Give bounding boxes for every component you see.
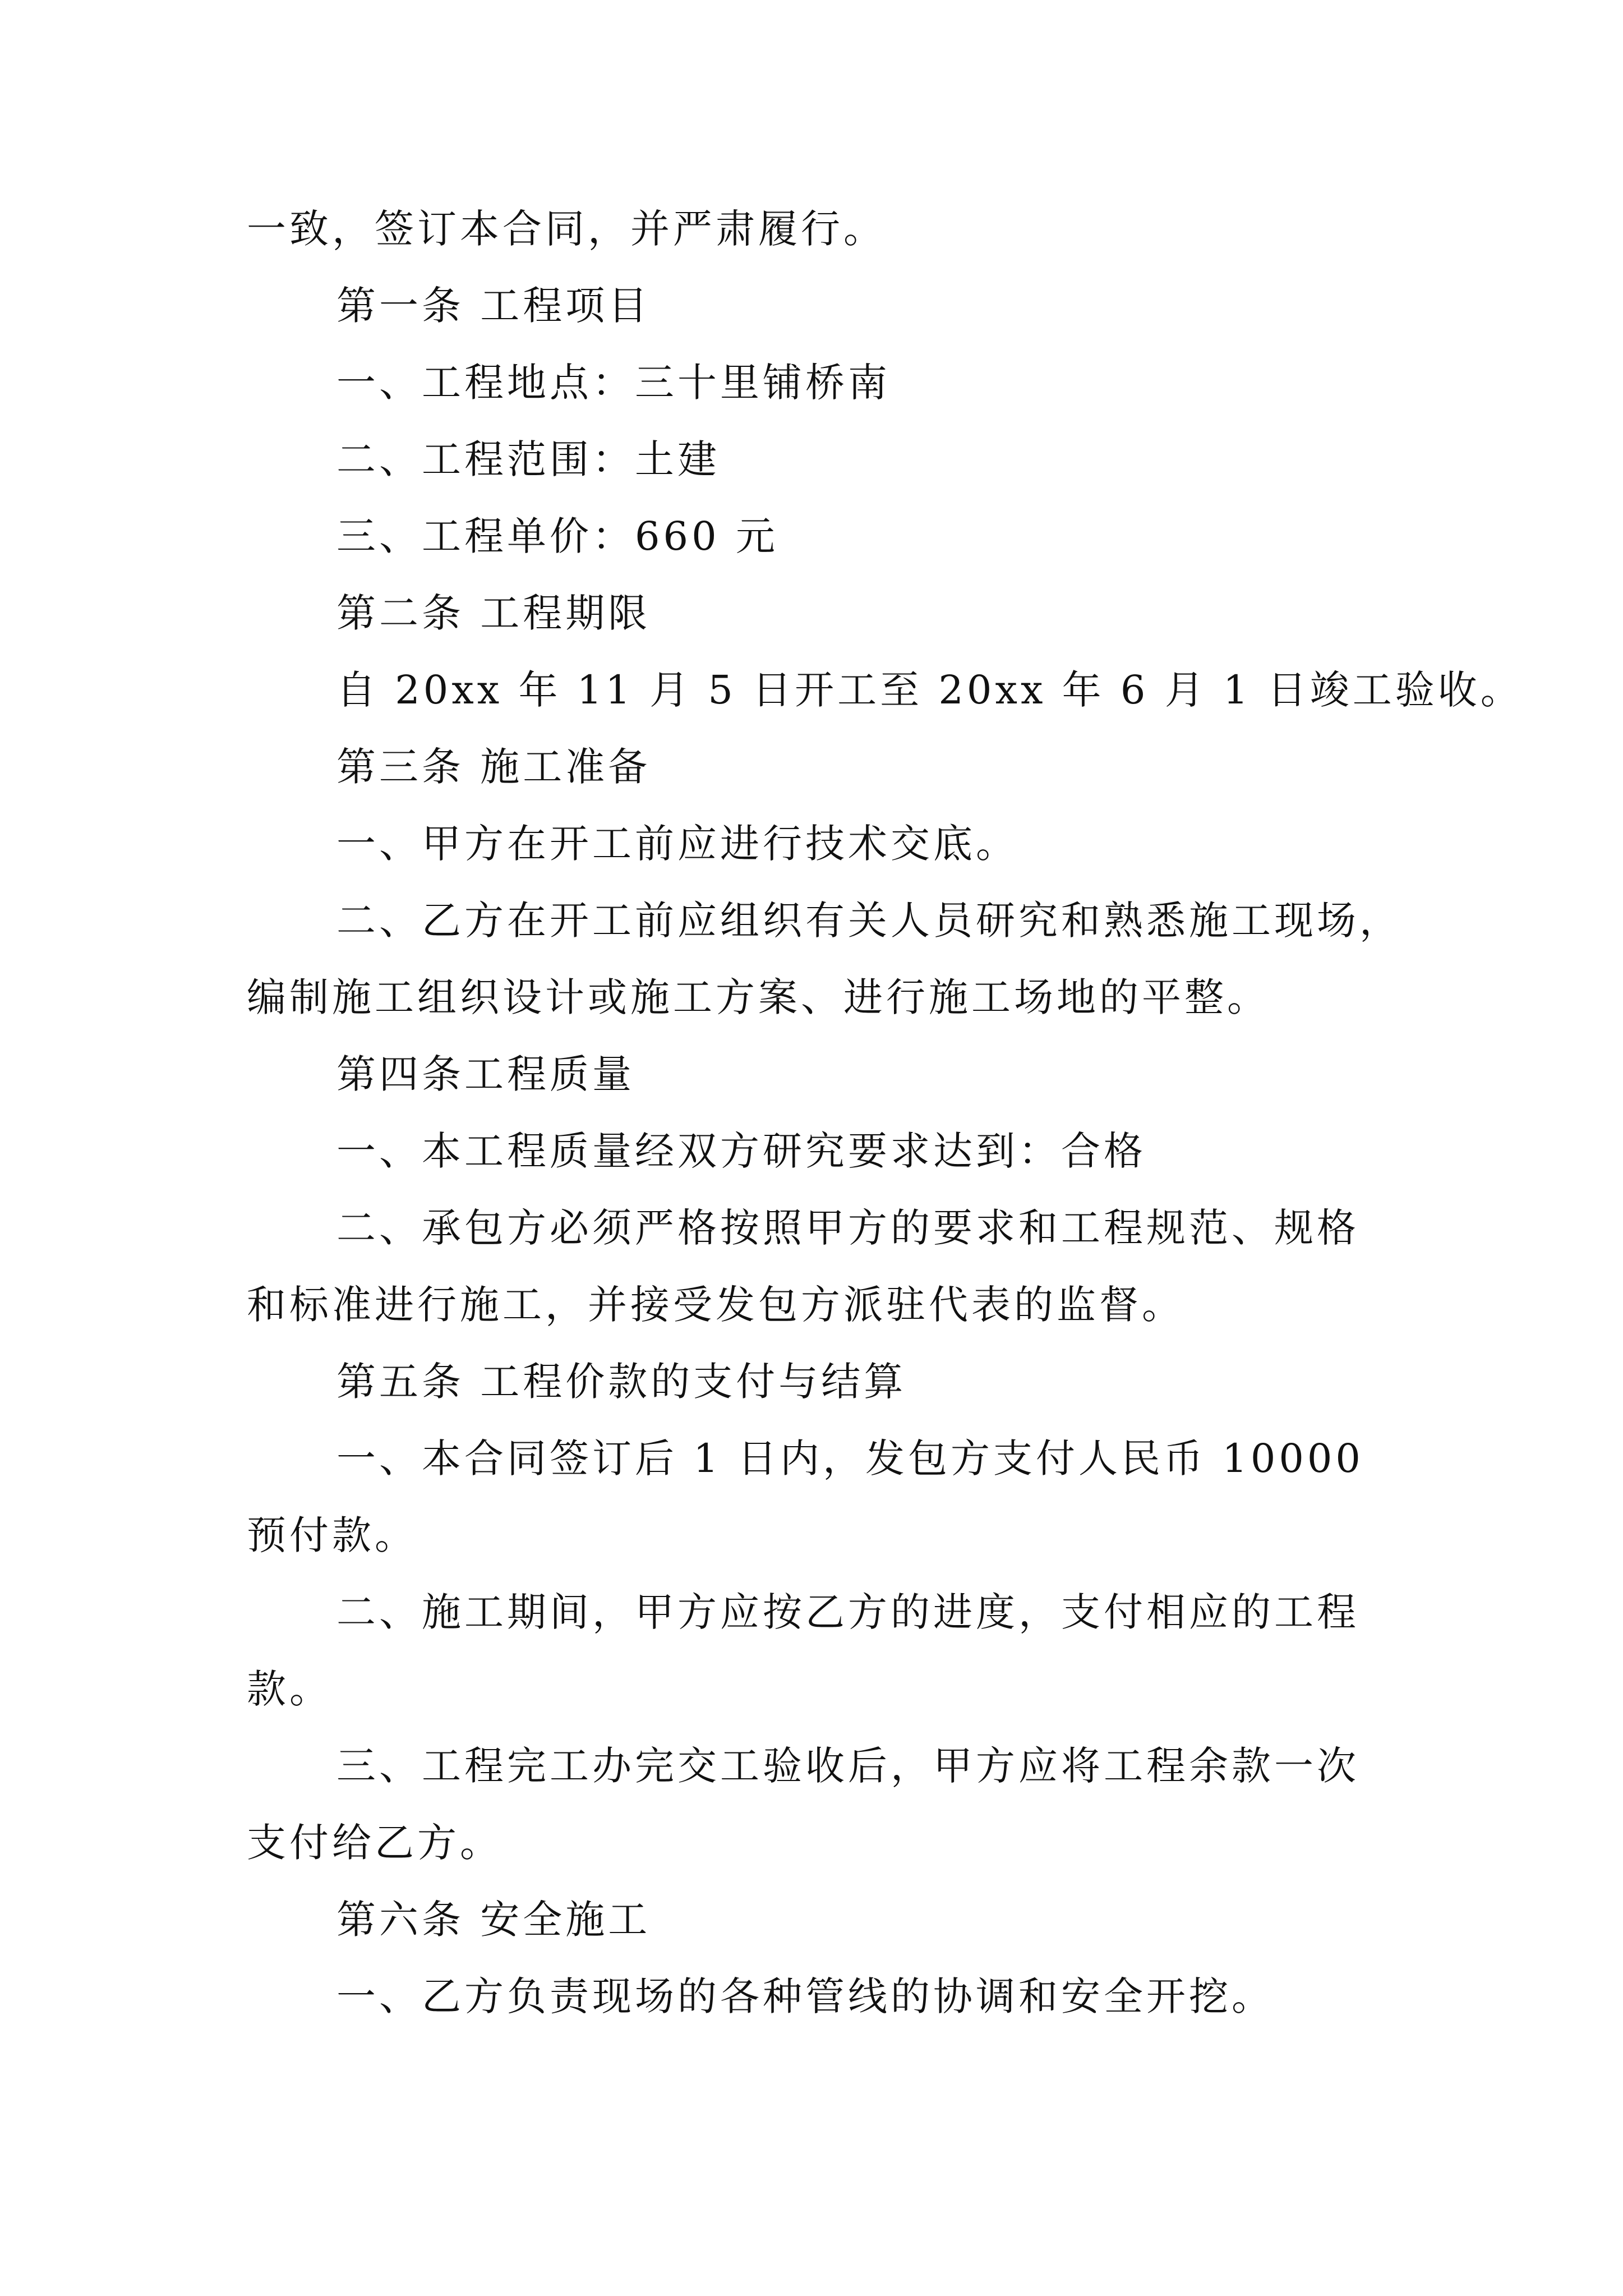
text-line: 款。 <box>247 1666 332 1712</box>
article-heading: 第一条 工程项目 <box>336 283 651 329</box>
contract-text <box>247 191 1523 2035</box>
text-line: 一、乙方负责现场的各种管线的协调和安全开挖。 <box>336 1973 1274 2019</box>
text-line: 二、乙方在开工前应组织有关人员研究和熟悉施工现场， <box>336 898 1402 944</box>
text-line: 一、工程地点：三十里铺桥南 <box>336 360 891 406</box>
text-line: 自 20xx 年 11 月 5 日开工至 20xx 年 6 月 1 日竣工验收。 <box>336 667 1523 713</box>
text-line: 一致，签订本合同，并严肃履行。 <box>247 206 886 252</box>
text-line: 支付给乙方。 <box>247 1820 502 1866</box>
article-heading: 第二条 工程期限 <box>336 590 651 636</box>
text-line: 三、工程完工办完交工验收后，甲方应将工程余款一次 <box>336 1743 1359 1789</box>
text-line: 和标准进行施工，并接受发包方派驻代表的监督。 <box>247 1282 1184 1328</box>
text-line: 编制施工组织设计或施工方案、进行施工场地的平整。 <box>247 974 1270 1020</box>
text-line: 一、甲方在开工前应进行技术交底。 <box>336 821 1018 867</box>
text-line: 二、工程范围：土建 <box>336 436 720 482</box>
text-line: 三、工程单价：660 元 <box>336 513 778 559</box>
text-line: 二、施工期间，甲方应按乙方的进度，支付相应的工程 <box>336 1589 1359 1635</box>
text-line: 一、本合同签订后 1 日内，发包方支付人民币 10000 <box>336 1435 1364 1481</box>
article-heading: 第三条 施工准备 <box>336 744 651 790</box>
article-heading: 第六条 安全施工 <box>336 1897 651 1943</box>
article-heading: 第四条工程质量 <box>336 1051 635 1097</box>
text-line: 一、本工程质量经双方研究要求达到：合格 <box>336 1128 1146 1174</box>
text-line: 预付款。 <box>247 1512 417 1558</box>
text-line: 二、承包方必须严格按照甲方的要求和工程规范、规格 <box>336 1205 1359 1251</box>
article-heading: 第五条 工程价款的支付与结算 <box>336 1359 907 1405</box>
